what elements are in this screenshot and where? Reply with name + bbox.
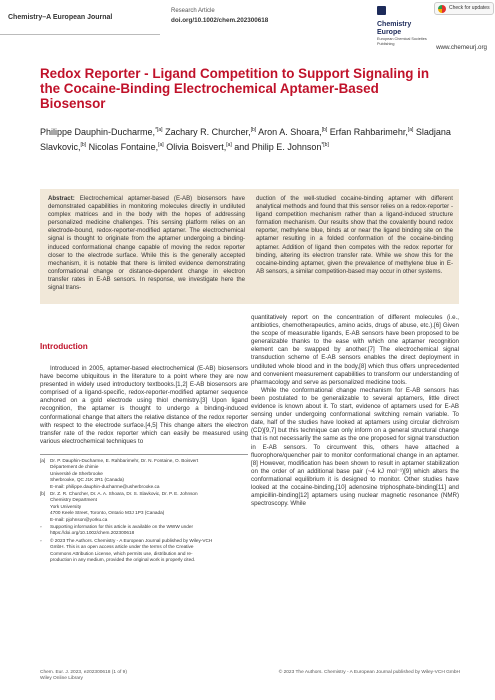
footnote-affiliation-a: [a] Dr. P. Dauphin-Ducharme, E. Rahbarimehr, Dr. N. Fontaine, O. Boisvert Département de chimie Université de Sherbrooke Sherbrooke, QC J1K 2R1 (Canada) E-mail: philippe.dauphin-ducharme@usherbrooke.ca [40, 458, 199, 489]
author: Zachary R. Churcher,[b] [162, 127, 257, 137]
author: Erfan Rahbarimehr,[a] [327, 127, 414, 137]
introduction-heading: Introduction [40, 342, 88, 351]
author: Aron A. Shoara,[b] [256, 127, 328, 137]
article-title: Redox Reporter - Ligand Competition to Support Signaling in the Cocaine-Binding Electrochemical Aptamer-Based Biosensor [40, 66, 430, 111]
body-right-column [251, 314, 459, 508]
footer-copyright: © 2023 The Authors. Chemistry - A European Journal published by Wiley-VCH GmbH [278, 670, 460, 675]
journal-website-link[interactable]: www.chemeurj.org [436, 44, 487, 51]
paragraph: Introduced in 2005, aptamer-based electrochemical (E-AB) biosensors have become ubiquitous in the literature to a point where they are now presented in widely used introductory textbooks.[1,2] E-AB biosensors are comprised of a ligand-specific, redox-reporter-modified aptamer sequence anchored on a gold electrode using thiol chemistry.[3] Upon ligand recognition, the aptamer is thought to undergo a binding-induced conformational change that alters the relative distance of the redox reporter with respect to the electrode surface.[4,5] This change alters the electron transfer rate of the redox reporter which can easily be measured using various electrochemical techniques to [40, 365, 248, 445]
author: and Philip E. Johnson$^{*[b]}$ [231, 142, 329, 152]
abstract-text-left: Electrochemical aptamer-based (E-AB) biosensors have demonstrated capabilities in monitoring molecules directly in undiluted complex matrices and in the body with the hopes of addressing personalized medicine challenges. This sensing platform relies on an electrode-bound, redox-reporter-modified aptamer. The electrochemical signal is thought to originate from the aptamer undergoing a binding-induced conformational change capable of moving the redox reporter closer to the electrode surface. While this is the generally accepted mechanism, it is notable that there is limited evidence demonstrating conformational change or distance-dependent change in electron transfer rates in E-AB sensors. In response, we investigate here the signal trans- [48, 195, 245, 292]
article-type: Research Article [171, 8, 215, 14]
doi-link[interactable]: doi.org/10.1002/chem.202300618 [171, 17, 269, 24]
author: Sladjana Slavkovic,[b] [40, 127, 451, 152]
footnote-license: ▫ © 2023 The Authors. Chemistry - A European Journal published by Wiley-VCH GmbH. This is an open access article under the terms of the Creative Commons Attribution License, which permits use, distribution and re- production in any medium, provided the original work is properly cited. [40, 537, 213, 563]
citation-line: Chem. Eur. J. 2023, e202300618 (1 of 9) [40, 670, 127, 675]
abstract-right-column: duction of the well-studied cocaine-binding aptamer with different analytical methods and found that this sensor relies on a redox-reporter - ligand competition mechanism rather than a ligand-induced structure formation mechanism. Our results show that the covalently bound redox reporter, methylene blue, binds at or near the ligand binding site on the aptamer resulting in a folded conformation of the cocaine-binding aptamer. Addition of ligand then competes with the redox reporter for binding, altering its electron transfer rate. While we show this for the cocaine-binding aptamer, given the prevalence of methylene blue in E-AB sensors, a similar competition-based may occur in other systems. [256, 195, 453, 275]
paragraph: quantitatively report on the concentration of different molecules (i.e., antibiotics, chemotherapeutics, amino acids, drugs of abuse, etc.).[6] Given the scope of measurable ligands, E-AB sensors have been proposed to be generalizable thanks to the ease with which one aptamer recognition element can be swapped by another.[7] The electrochemical signal transduction scheme of E-AB sensors enables the direct deployment in undiluted whole blood and in the body,[8] which thus offers unprecedented and convenient measurement capabilities to transform our understanding of pharmacology and serve as personalized medicine tools. [251, 314, 459, 386]
footer-left [40, 670, 127, 682]
check-for-updates-button[interactable] [434, 2, 494, 15]
author-list [40, 124, 460, 154]
page-footer [40, 670, 460, 682]
chemistry-europe-logo-icon [377, 6, 386, 15]
email-link[interactable]: E-mail: pjohnson@yorku.ca [50, 516, 108, 522]
page-header [0, 0, 495, 50]
author: Nicolas Fontaine,[a] [86, 142, 164, 152]
header-divider [0, 34, 160, 35]
check-updates-label: Check for updates [449, 5, 490, 11]
abstract-left-column [48, 195, 245, 292]
wiley-online-library-link[interactable]: Wiley Online Library [40, 676, 83, 681]
email-link[interactable]: E-mail: philippe.dauphin-ducharme@usherbrooke.ca [50, 483, 160, 489]
abstract-label: Abstract: [48, 195, 75, 202]
abstract-box [40, 189, 459, 304]
publisher-logo [377, 3, 437, 47]
supporting-info-link[interactable]: https://doi.org/10.1002/chem.202300618 [50, 530, 135, 536]
author: Olivia Boisvert,[a] [163, 142, 232, 152]
logo-brand: Chemistry Europe [377, 21, 412, 36]
journal-name: Chemistry–A European Journal [8, 14, 113, 21]
body-left-column [40, 365, 248, 446]
logo-subtitle: European Chemical Societies Publishing [377, 37, 427, 46]
document-icon: ▫ [40, 524, 42, 530]
open-access-icon: ▫ [40, 537, 42, 543]
footnote-supporting-info: ▫ Supporting information for this article is available on the WWW under https://doi.org/10.1002/chem.202300618 [40, 524, 194, 536]
paragraph: While the conformational change mechanism for E-AB sensors has been postulated to be generalizable to several aptamers, little direct evidence is known about it. To start, evidence of aptamers used for E-AB sensing under undergoing conformational switching remain variable. To date, half of the studies have looked at aptamers using circular dichroism (CD)[9,7] but this technique can only inform on a general structural change that is not necessarily the same as the one proposed for signal transduction in E-AB sensors. To circumvent this, others have attached a fluorophore/quencher pair to monitor conformational change in an aptamer.[8] However, modification has been shown to result in aptamer stabilization on the order of an additional base pair (~4 kJ mol⁻¹)[9] which alters the conformational equilibrium it is designed to monitor. Other studies have looked at the cocaine-binding,[10] adenosine triphosphate-binding[11] and ampicillin-binding[12] aptamers using nuclear magnetic resonance (NMR) spectroscopy. While [251, 386, 459, 508]
footnote-divider [40, 454, 248, 455]
footnote-affiliation-b: [b] Dr. Z. R. Churcher, Dr. A. A. Shoara, Dr. S. Slavkovic, Dr. P. E. Johnson Chemistry Department York University 4700 Keele Street, Toronto, Ontario M3J 1P3 (Canada) E-mail: pjohnson@yorku.ca [40, 491, 198, 522]
author: Philippe Dauphin-Ducharme,$^{*[a]}$ [40, 127, 163, 137]
footnotes [40, 458, 248, 565]
crossmark-icon [438, 5, 446, 13]
